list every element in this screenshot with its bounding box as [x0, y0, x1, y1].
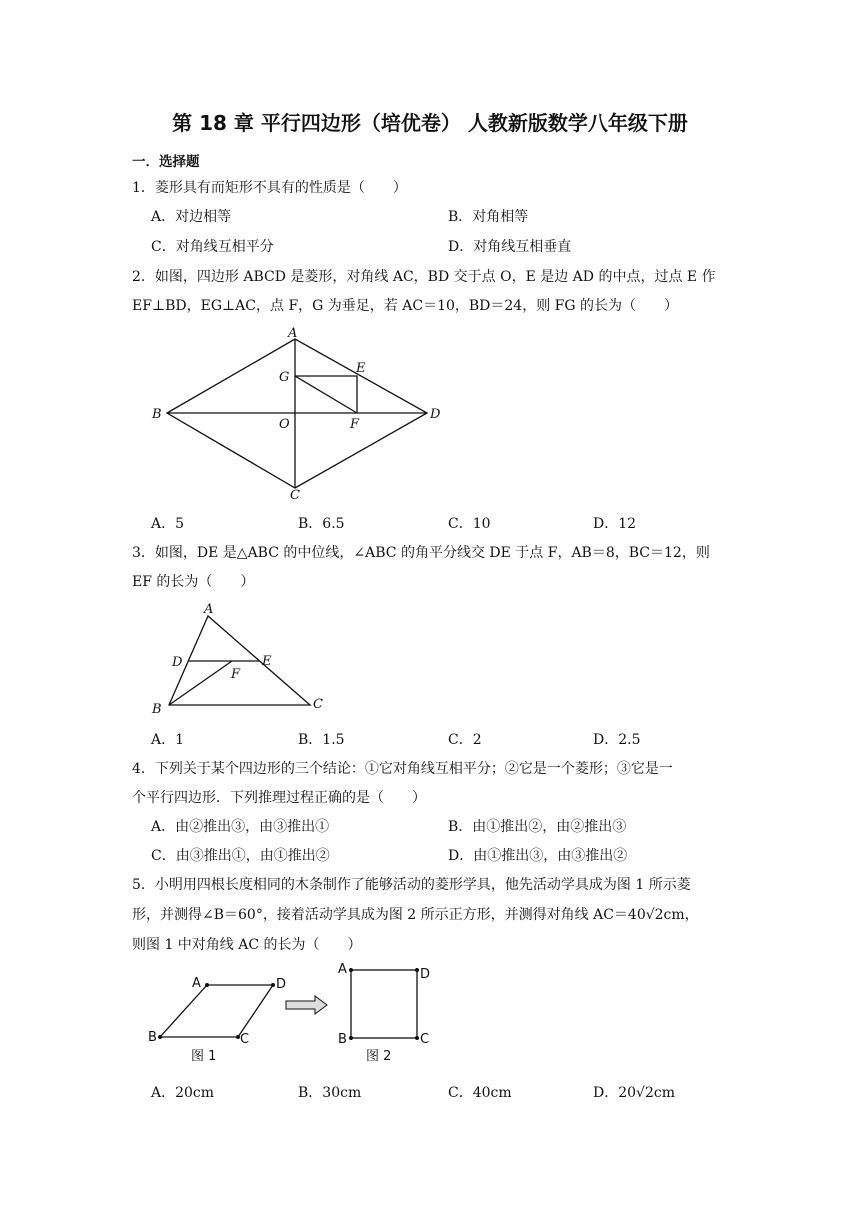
- q5-fig2-label-a: A: [338, 962, 347, 977]
- q2-stem-line1: 2．如图，四边形 ABCD 是菱形，对角线 AC，BD 交于点 O，E 是边 AD 的中点，过点 E 作: [132, 269, 716, 285]
- q5-option-a: A．20cm: [151, 1085, 215, 1101]
- q5-stem-line2: 形，并测得∠B＝60°，接着活动学具成为图 2 所示正方形，并测得对角线 AC＝40√2cm，: [132, 907, 699, 923]
- q2-rhombus-figure: [140, 325, 460, 505]
- q5-stem-line3: 则图 1 中对角线 AC 的长为（ ）: [132, 937, 362, 953]
- q2-label-d: D: [430, 407, 441, 422]
- q5-fig2-square: [351, 970, 417, 1038]
- q2-option-a: A．5: [151, 516, 185, 532]
- q2-option-c: C．10: [448, 516, 491, 532]
- q5-fig1-label-a: A: [192, 976, 201, 991]
- q5-option-b: B．30cm: [298, 1085, 362, 1101]
- q5-fig1-label-c: C: [240, 1032, 250, 1047]
- q2-stem-line2: EF⊥BD，EG⊥AC，点 F，G 为垂足，若 AC＝10，BD＝24，则 FG 的长为（ ）: [132, 298, 679, 314]
- q3-stem-line2: EF 的长为（ ）: [132, 574, 255, 590]
- q5-fig2-label-b: B: [338, 1032, 347, 1047]
- q2-label-c: C: [290, 488, 300, 503]
- q3-label-f: F: [231, 667, 241, 682]
- q2-label-f: F: [350, 417, 360, 432]
- q1-option-a: A．对边相等: [151, 209, 232, 225]
- q3-option-c: C．2: [448, 732, 482, 748]
- q2-option-b: B．6.5: [298, 516, 345, 532]
- q3-stem-line1: 3．如图，DE 是△ABC 的中位线，∠ABC 的角平分线交 DE 于点 F，AB＝8，BC＝12，则: [132, 545, 710, 561]
- q5-fig1-label-d: D: [276, 977, 287, 992]
- q4-option-c: C．由③推出①，由①推出②: [151, 848, 330, 864]
- q3-label-d: D: [172, 655, 183, 670]
- q2-label-e: E: [356, 361, 366, 376]
- q3-label-e: E: [262, 654, 272, 669]
- q3-label-b: B: [152, 702, 162, 717]
- q1-option-b: B．对角相等: [448, 209, 529, 225]
- q3-triangle-figure: [145, 600, 345, 720]
- q1-option-c: C．对角线互相平分: [151, 239, 274, 255]
- q5-fig1-label-b: B: [148, 1030, 157, 1045]
- q5-fig1-caption: 图 1: [191, 1049, 217, 1064]
- q1-option-d: D．对角线互相垂直: [448, 239, 572, 255]
- page-title: 第 18 章 平行四边形（培优卷） 人教新版数学八年级下册: [172, 111, 688, 135]
- q5-option-c: C．40cm: [448, 1085, 512, 1101]
- q4-stem-line1: 4．下列关于某个四边形的三个结论：①它对角线互相平分；②它是一个菱形；③它是一: [132, 761, 673, 777]
- q3-option-d: D．2.5: [593, 732, 641, 748]
- q4-option-b: B．由①推出②，由②推出③: [448, 819, 627, 835]
- q1-stem: 1．菱形具有而矩形不具有的性质是（ ）: [132, 180, 407, 196]
- q5-fig1-rhombus: [160, 985, 273, 1037]
- q5-option-d: D．20√2cm: [593, 1085, 675, 1101]
- arrow-right-icon: [286, 996, 327, 1014]
- q2-label-a: A: [288, 326, 298, 341]
- q5-stem-line1: 5．小明用四根长度相同的木条制作了能够活动的菱形学具，他先活动学具成为图 1 所示菱: [132, 877, 691, 893]
- q5-fig2-caption: 图 2: [366, 1049, 392, 1064]
- section-heading: 一．选择题: [132, 154, 200, 170]
- q2-option-d: D．12: [593, 516, 637, 532]
- q3-label-a: A: [204, 602, 214, 617]
- q5-fig2-label-d: D: [420, 967, 431, 982]
- q3-option-b: B．1.5: [298, 732, 345, 748]
- q3-option-a: A．1: [151, 732, 185, 748]
- q3-label-c: C: [313, 697, 323, 712]
- q2-label-o: O: [279, 417, 290, 432]
- q4-stem-line2: 个平行四边形．下列推理过程正确的是（ ）: [132, 790, 426, 806]
- q2-label-b: B: [152, 407, 162, 422]
- q4-option-a: A．由②推出③，由③推出①: [151, 819, 330, 835]
- q5-figures: [145, 958, 445, 1070]
- q2-label-g: G: [279, 370, 290, 385]
- q5-fig2-label-c: C: [420, 1032, 430, 1047]
- q4-option-d: D．由①推出③，由③推出②: [448, 848, 628, 864]
